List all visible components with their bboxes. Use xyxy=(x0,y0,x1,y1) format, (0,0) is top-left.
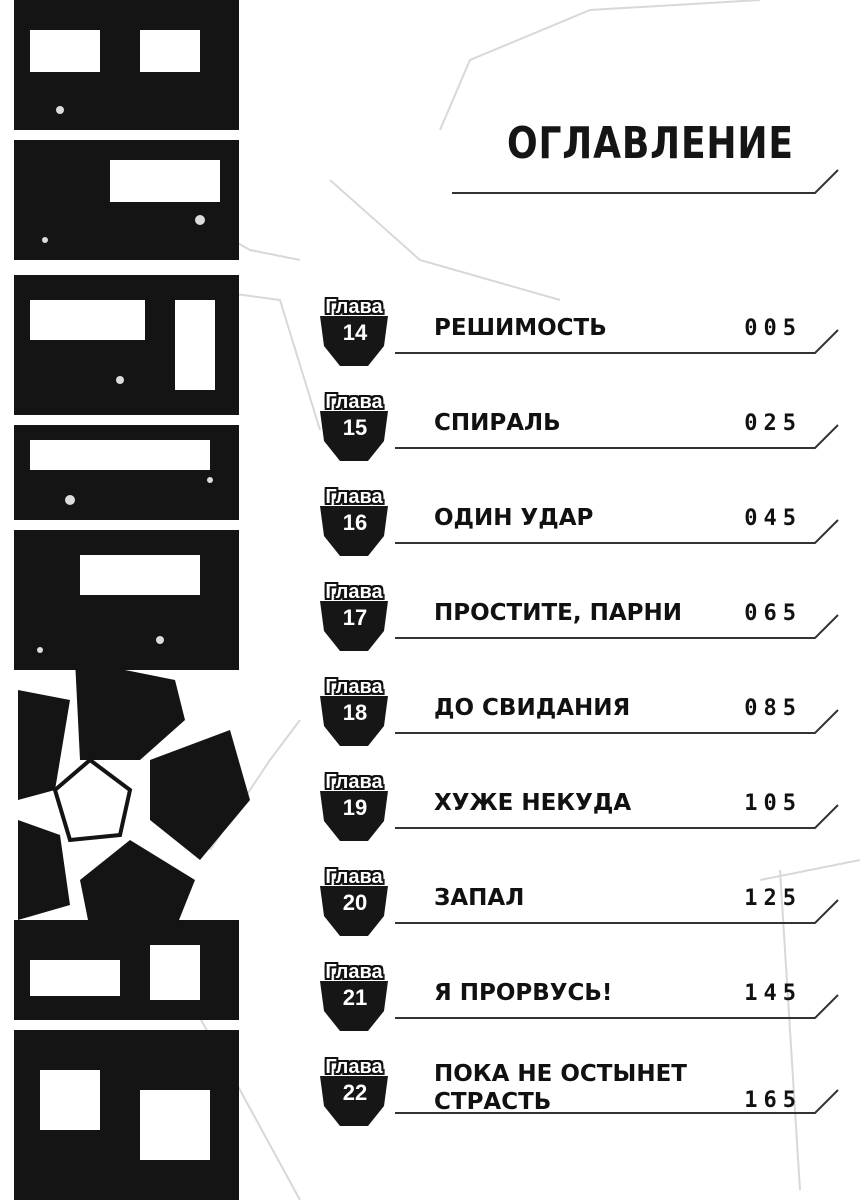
toc-entry-20[interactable] xyxy=(300,866,840,956)
toc-entry-15[interactable] xyxy=(300,391,840,481)
chapter-page-number: 105 xyxy=(744,791,802,816)
chapter-badge-label: Глава xyxy=(325,1056,383,1078)
toc-entry-16[interactable] xyxy=(300,486,840,576)
chapter-badge xyxy=(312,296,396,376)
chapter-title: ПОКА НЕ ОСТЫНЕТ СТРАСТЬ xyxy=(434,1061,687,1115)
chapter-title: Я ПРОРВУСЬ! xyxy=(434,980,613,1006)
chapter-number: 17 xyxy=(342,605,368,630)
toc-entry-14[interactable] xyxy=(300,296,840,386)
chapter-badge xyxy=(312,866,396,946)
toc-entry-17[interactable] xyxy=(300,581,840,671)
toc-entry-19[interactable] xyxy=(300,771,840,861)
chapter-number: 15 xyxy=(342,415,368,440)
chapter-number: 20 xyxy=(342,890,368,915)
chapter-title: ДО СВИДАНИЯ xyxy=(434,695,631,721)
chapter-page-number: 085 xyxy=(744,696,802,721)
chapter-badge-label: Глава xyxy=(325,486,383,508)
chapter-number: 16 xyxy=(342,510,368,535)
chapter-page-number: 025 xyxy=(744,411,802,436)
chapter-number: 19 xyxy=(342,795,368,820)
chapter-title: ПРОСТИТЕ, ПАРНИ xyxy=(434,600,683,626)
toc-entry-21[interactable] xyxy=(300,961,840,1051)
page-title: ОГЛАВЛЕНИЕ xyxy=(507,118,794,169)
chapter-number: 22 xyxy=(342,1080,368,1105)
chapter-badge xyxy=(312,391,396,471)
chapter-badge-label: Глава xyxy=(325,581,383,603)
chapter-badge xyxy=(312,676,396,756)
chapter-badge xyxy=(312,1056,396,1136)
chapter-page-number: 065 xyxy=(744,601,802,626)
chapter-number: 14 xyxy=(342,320,368,345)
chapter-badge xyxy=(312,486,396,566)
toc-entry-22[interactable] xyxy=(300,1056,840,1146)
chapter-badge-label: Глава xyxy=(325,866,383,888)
chapter-page-number: 165 xyxy=(744,1088,802,1113)
chapter-badge xyxy=(312,961,396,1041)
chapter-page-number: 125 xyxy=(744,886,802,911)
chapter-page-number: 005 xyxy=(744,316,802,341)
chapter-page-number: 045 xyxy=(744,506,802,531)
chapter-badge xyxy=(312,581,396,661)
chapter-title: ОДИН УДАР xyxy=(434,505,594,531)
chapter-badge-label: Глава xyxy=(325,961,383,983)
chapter-badge-label: Глава xyxy=(325,771,383,793)
chapter-title: ЗАПАЛ xyxy=(434,885,525,911)
chapter-badge-label: Глава xyxy=(325,676,383,698)
chapter-title: РЕШИМОСТЬ xyxy=(434,315,607,341)
chapter-badge-label: Глава xyxy=(325,296,383,318)
toc-entry-18[interactable] xyxy=(300,676,840,766)
chapter-number: 21 xyxy=(342,985,368,1010)
chapter-badge xyxy=(312,771,396,851)
chapter-title: СПИРАЛЬ xyxy=(434,410,561,436)
chapter-badge-label: Глава xyxy=(325,391,383,413)
chapter-title: ХУЖЕ НЕКУДА xyxy=(434,790,632,816)
chapter-page-number: 145 xyxy=(744,981,802,1006)
chapter-number: 18 xyxy=(342,700,368,725)
